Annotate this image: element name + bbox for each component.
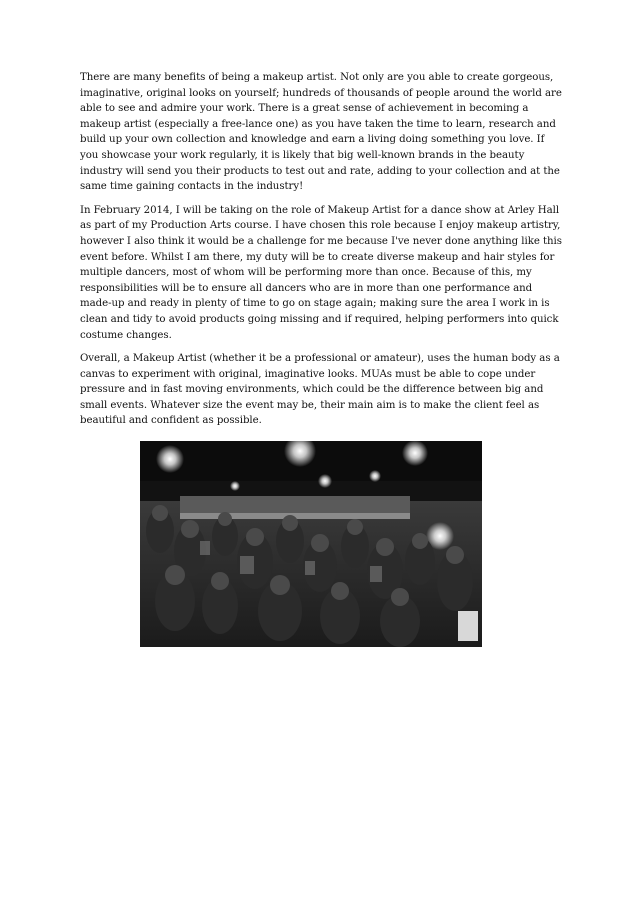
paragraph-benefits: There are many benefits of being a makeup artist. Not only are you able to create gorgeous, imaginative, original looks on yourself; hundreds of thousands of people around the world are able to see and admire your work. There is a great sense of achievement in becoming a makeup artist (especially a free-lance one) as you have taken the time to learn, research and build up your own collection and knowledge and earn a living doing something you love. If you showcase your work regularly, it is likely that big well-known brands in the beauty industry will send you their products to test out and rate, adding to your collection and at the same time gaining contacts in the industry! — [80, 72, 562, 193]
paragraph-overall: Overall, a Makeup Artist (whether it be a professional or amateur), uses the human body as a canvas to experiment with original, imaginative looks. MUAs must be able to cope under pressure and in fast moving environments, which could be the difference between big and small events. Whatever size the event may be, their main aim is to make the client feel as beautiful and confident as possible. — [80, 353, 560, 427]
paragraph-role: In February 2014, I will be taking on the role of Makeup Artist for a dance show at Arley Hall as part of my Production Arts course. I have chosen this role because I enjoy makeup artistry, however I also think it would be a challenge for me because I've never done anything like this event before. Whilst I am there, my duty will be to create diverse makeup and hair styles for multiple dancers, most of whom will be performing more than once. Because of this, my responsibilities will be to ensure all dancers who are in more than one performance and made-up and ready in plenty of time to go on stage again; making sure the area I work in is clean and tidy to avoid products going missing and if required, helping performers into quick costume changes. — [80, 204, 562, 341]
backstage-makeup-photo — [140, 441, 482, 647]
document-body — [80, 70, 565, 437]
